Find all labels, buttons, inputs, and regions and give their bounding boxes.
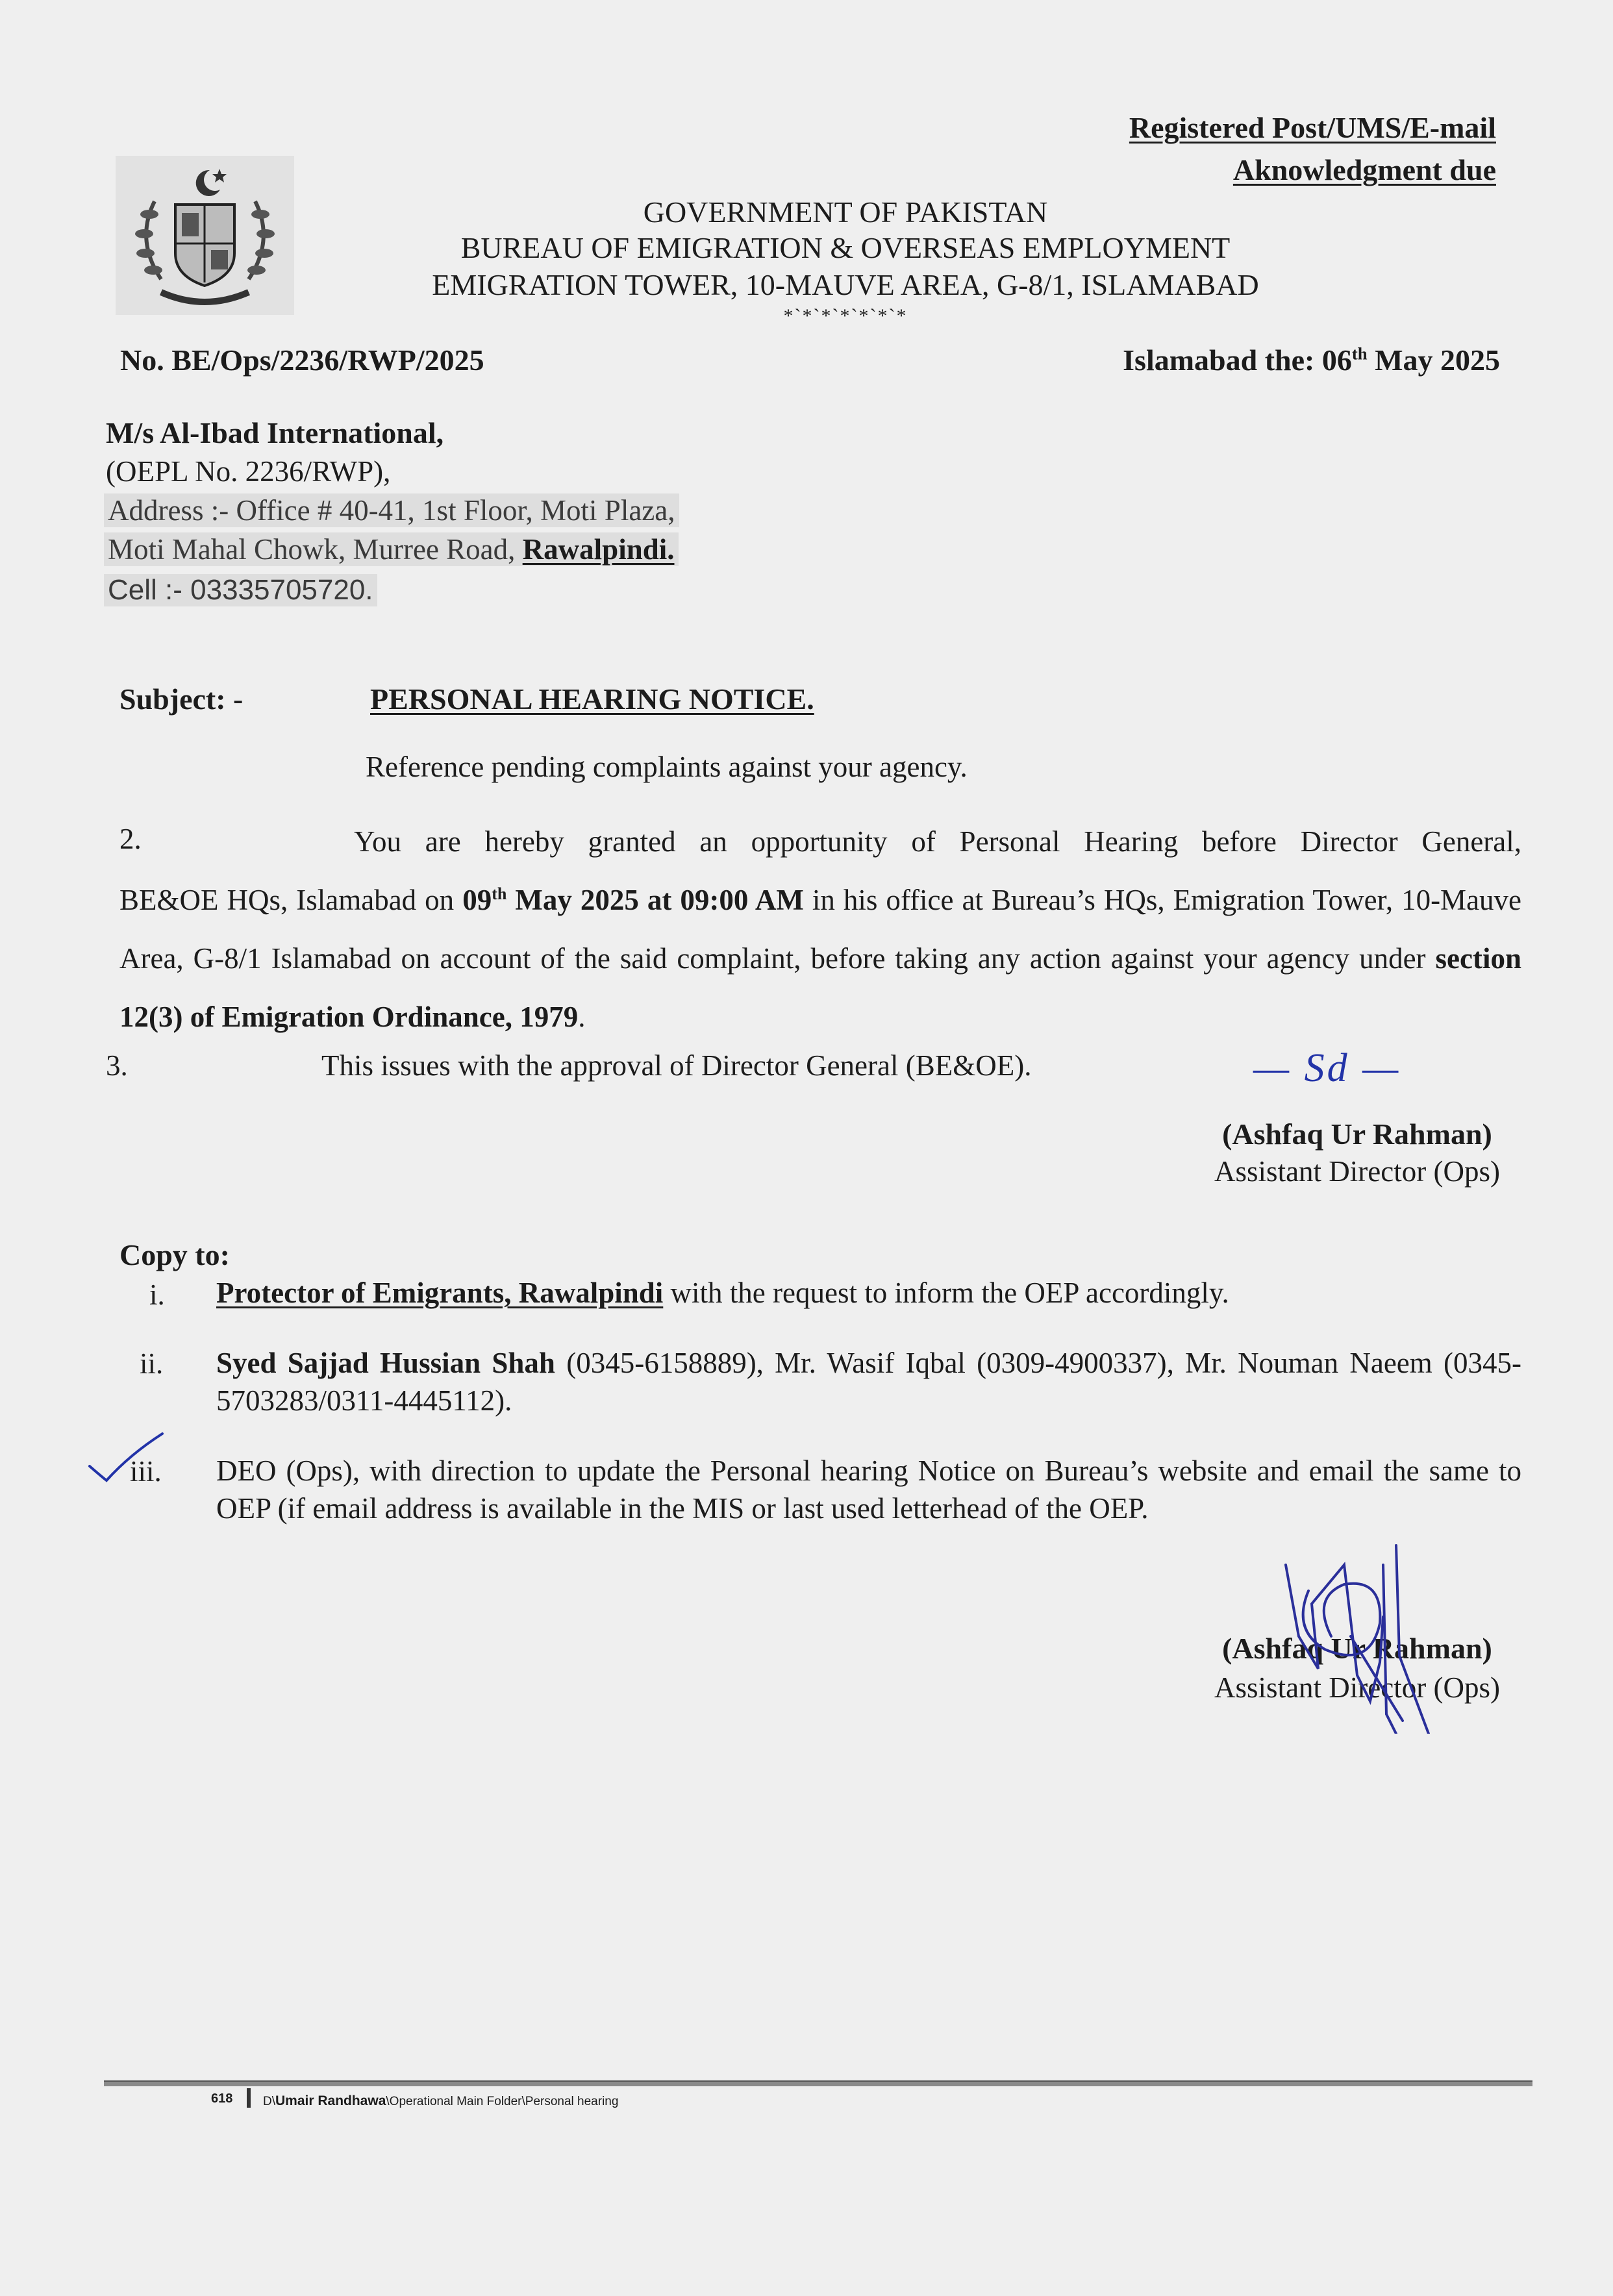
copy-item-3: DEO (Ops), with direction to update the Personal hearing Notice on Bureau’s website and email the same to OEP (if email address is available in the MIS or last used letterhead of the OEP. (216, 1454, 1521, 1525)
addressee-name: M/s Al-Ibad International, (106, 416, 444, 449)
reference-line: Reference pending complaints against your agency. (366, 751, 968, 783)
handwritten-signature (1273, 1539, 1442, 1734)
signatory-name-1: (Ashfaq Ur Rahman) (1222, 1117, 1492, 1151)
copy-item-2: Syed Sajjad Hussian Shah (0345-6158889), Mr. Wasif Iqbal (0309-4900337), Mr. Nouman Naeem (0345-5703283/0311-4445112). (216, 1347, 1522, 1417)
addressee-address-line2: Moti Mahal Chowk, Murree Road, Rawalpindi. (104, 532, 679, 566)
addressee-address-line1: Address :- Office # 40-41, 1st Floor, Moti Plaza, (104, 493, 679, 527)
copy-recipient-name: Syed Sajjad Hussian Shah (216, 1347, 555, 1379)
letterhead-line3: EMIGRATION TOWER, 10-MAUVE AREA, G-8/1, ISLAMABAD (432, 268, 1259, 301)
signatory-designation-1: Assistant Director (Ops) (1214, 1155, 1500, 1188)
para2-number: 2. (119, 823, 142, 855)
letterhead-ornament: *`*`*`*`*`*`* (783, 305, 908, 327)
addressee-cell: Cell :- 03335705720. (104, 574, 377, 606)
addressee-city: Rawalpindi. (522, 533, 675, 566)
copy-item-number: iii. (130, 1455, 162, 1488)
copy-to-heading: Copy to: (119, 1238, 230, 1271)
copy-item-1: Protector of Emigrants, Rawalpindi with the request to inform the OEP accordingly. (216, 1277, 1229, 1309)
legal-section: section 12(3) of Emigration Ordinance, 1979 (119, 942, 1521, 1033)
para3-number: 3. (106, 1049, 128, 1082)
sd-signature-mark: — Sd — (1253, 1046, 1401, 1090)
copy-recipient-protector: Protector of Emigrants, Rawalpindi (216, 1277, 664, 1309)
hearing-date: 09th May 2025 at 09:00 AM (462, 884, 804, 916)
letterhead-line2: BUREAU OF EMIGRATION & OVERSEAS EMPLOYMENT (460, 231, 1231, 264)
footer-rule (104, 2080, 1532, 2086)
paragraph-2: BE&OE HQs, Islamabad on 09th May 2025 at 09:00 AM in his office at Bureau’s HQs, Emigration Tower, 10-Mauve Area, G-8/1 Islamabad on account of the said complaint, before taking any action against your agency under section 12(3) of Emigration Ordinance, 1979. (119, 884, 1522, 1033)
footer-divider (247, 2088, 251, 2108)
signature-icon (1273, 1539, 1442, 1734)
mail-mode-line1: Registered Post/UMS/E-mail (1129, 111, 1496, 144)
mail-mode-line2: Aknowledgment due (1232, 153, 1496, 186)
reference-number: No. BE/Ops/2236/RWP/2025 (120, 343, 484, 377)
addressee-license: (OEPL No. 2236/RWP), (106, 455, 391, 488)
copy-item-number: i. (149, 1279, 165, 1311)
signatory-name-2: (Ashfaq Ur Rahman) (1222, 1632, 1492, 1665)
letterhead-line1: GOVERNMENT OF PAKISTAN (643, 195, 1048, 229)
subject-title: PERSONAL HEARING NOTICE. (370, 682, 814, 716)
letter-date: Islamabad the: 06th May 2025 (1123, 343, 1500, 377)
footer-file-path: D\Umair Randhawa\Operational Main Folder\Personal hearing (263, 2093, 619, 2108)
para2-first-line: You are hereby granted an opportunity of Personal Hearing before Director General, (354, 825, 1521, 858)
signatory-designation-2: Assistant Director (Ops) (1214, 1671, 1500, 1704)
subject-label: Subject: - (119, 682, 244, 716)
copy-item-number: ii. (140, 1347, 164, 1380)
footer-page-code: 618 (211, 2091, 233, 2106)
paragraph-3: This issues with the approval of Director General (BE&OE). (321, 1049, 1032, 1082)
